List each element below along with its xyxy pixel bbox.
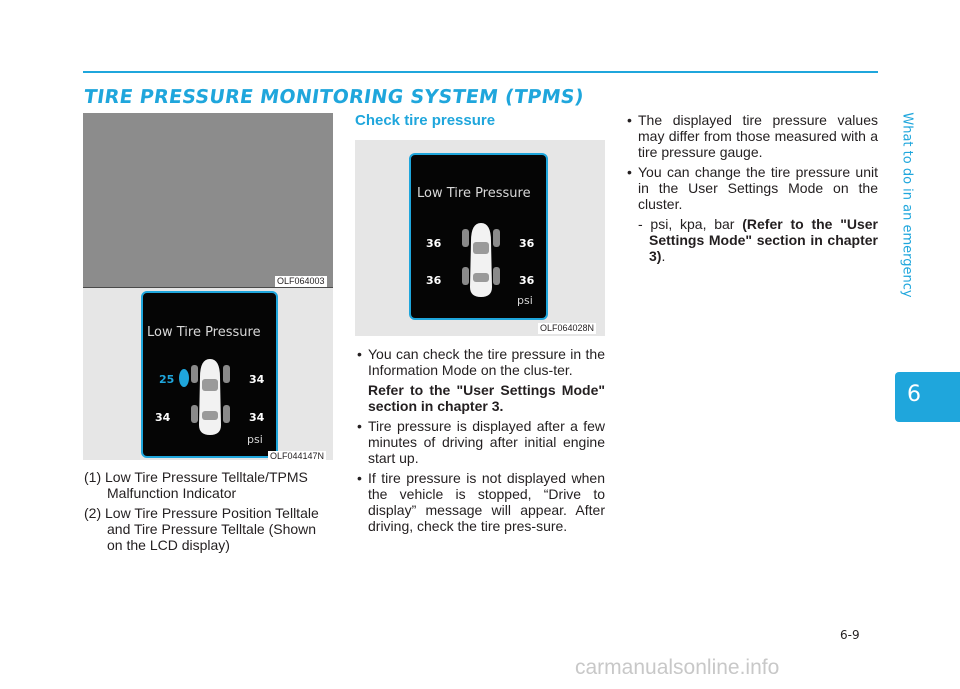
caption-text: Low Tire Pressure Telltale/TPMS Malfunction Indicator (105, 469, 308, 501)
unit-options-period: . (661, 248, 666, 264)
car-top-view-icon (179, 359, 230, 435)
chapter-side-label-text: What to do in an emergency (899, 111, 915, 298)
display-notes-list (627, 112, 878, 268)
lcd-right-rear-left: 36 (426, 274, 442, 287)
bullet-item (357, 346, 605, 414)
lcd-display-left (141, 291, 278, 458)
figure-code-1: OLF064003 (277, 276, 325, 286)
lcd-right-graphic (411, 155, 546, 318)
lcd-left-front-right: 34 (249, 373, 265, 386)
caption-item-2 (84, 505, 334, 553)
lcd-right-unit: psi (517, 294, 533, 307)
header-rule (83, 71, 878, 73)
unit-options (638, 216, 878, 264)
bullet-text: You can check the tire pressure in the Information Mode on the clus-ter. (368, 346, 605, 378)
bullet-text: You can change the tire pressure unit in the User Settings Mode on the cluster. (638, 164, 878, 212)
lcd-right-front-right: 36 (519, 237, 535, 250)
figure-caption-list (84, 469, 334, 557)
lcd-right-title: Low Tire Pressure (417, 186, 531, 201)
figure-code-3: OLF064028N (540, 323, 595, 333)
bullet-item (357, 470, 605, 534)
lcd-left-graphic (143, 293, 276, 456)
figure-code-2: OLF044147N (270, 451, 325, 461)
caption-num: (2) (84, 505, 102, 521)
subsection-heading: Check tire pressure (355, 112, 496, 129)
lcd-display-right (409, 153, 548, 320)
bullet-item (627, 112, 878, 160)
page-number: 6-9 (840, 628, 860, 642)
lcd-left-unit: psi (247, 433, 263, 446)
lcd-right-front-left: 36 (426, 237, 442, 250)
watermark: carmanualsonline.info (575, 656, 780, 679)
bullet-text: If tire pressure is not displayed when the vehicle is stopped, “Drive to display” message will appear. After driving, check the tire pres-sure. (368, 470, 605, 534)
chapter-number-tab[interactable] (895, 372, 960, 422)
figure-telltale-image (83, 113, 333, 287)
section-title: TIRE PRESSURE MONITORING SYSTEM (TPMS) (82, 86, 586, 108)
bullet-text: The displayed tire pressure values may differ from those measured with a tire pressure gauge. (638, 112, 878, 160)
chapter-side-label[interactable] (896, 32, 918, 377)
lcd-left-title: Low Tire Pressure (147, 325, 261, 340)
car-top-view-icon (462, 223, 500, 297)
chapter-number: 6 (907, 382, 921, 407)
bullet-text: Tire pressure is displayed after a few minutes of driving after initial engine start up. (368, 418, 605, 466)
caption-num: (1) (84, 469, 102, 485)
bullet-item (357, 418, 605, 466)
unit-options-list: - psi, kpa, bar (638, 216, 735, 232)
lcd-left-rear-right: 34 (249, 411, 265, 424)
caption-item-1 (84, 469, 334, 501)
low-pressure-telltale-icon (179, 369, 189, 387)
bullet-reference: Refer to the "User Settings Mode" section in chapter 3. (368, 382, 605, 414)
caption-text: Low Tire Pressure Position Telltale and Tire Pressure Telltale (Shown on the LCD display) (105, 505, 319, 553)
bullet-item (627, 164, 878, 264)
unit-options-reference: (Refer to the "User Settings Mode" section in chapter 3) (649, 216, 879, 264)
lcd-left-front-left: 25 (159, 373, 175, 386)
lcd-right-rear-right: 36 (519, 274, 535, 287)
lcd-left-rear-left: 34 (155, 411, 171, 424)
tire-pressure-bullet-list (357, 346, 605, 538)
